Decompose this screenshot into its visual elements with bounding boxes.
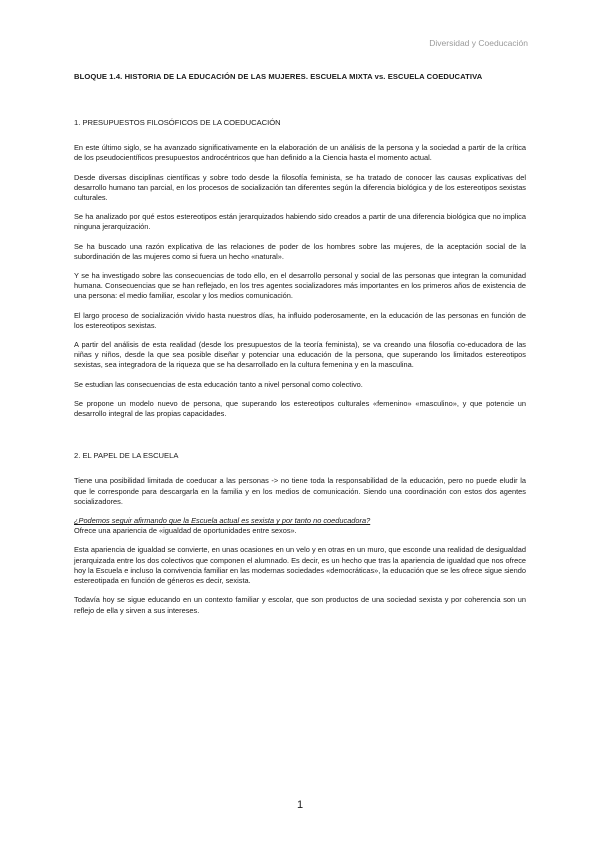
answer-text: Ofrece una apariencia de «igualdad de oportunidades entre sexos». xyxy=(74,526,297,536)
paragraph: Esta apariencia de igualdad se convierte, en unas ocasiones en un velo y en otras en un muro, que esconde una realidad de desigualdad jerarquizada entre los dos colectivos que componen el alumnado. Es decir, es un hecho que tras la apariencia de igualdad que nos ofrece hoy la Escuela e incluso la convivencia familiar en las modernas sociedades «democráticas», la educación que se les ofrece sigue siendo estereotipada en función de géneros es decir, sexista. xyxy=(74,545,526,586)
section-heading-1: 1. PRESUPUESTOS FILOSÓFICOS DE LA COEDUCACIÓN xyxy=(74,118,281,127)
question-block xyxy=(74,516,526,536)
document-title: BLOQUE 1.4. HISTORIA DE LA EDUCACIÓN DE LAS MUJERES. ESCUELA MIXTA vs. ESCUELA COEDUCATIVA xyxy=(74,72,483,81)
paragraph: Se ha buscado una razón explicativa de las relaciones de poder de los hombres sobre las mujeres, de la aceptación social de la subordinación de las mujeres como si fuera un hecho «natural». xyxy=(74,241,526,261)
section-heading-2: 2. EL PAPEL DE LA ESCUELA xyxy=(74,451,179,461)
paragraph: Todavía hoy se sigue educando en un contexto familiar y escolar, que son productos de una sociedad sexista y por coherencia son un reflejo de ella y sirven a sus intereses. xyxy=(74,595,526,615)
paragraph: Y se ha investigado sobre las consecuencias de todo ello, en el desarrollo personal y social de las personas que integran la comunidad humana. Consecuencias que se han reflejado, en los tres agentes socializadores más importantes en los primeros años de existencia de una persona: el medio familiar, escolar y los medios comunicación. xyxy=(74,271,526,301)
section-spacer xyxy=(74,428,526,451)
paragraph: Tiene una posibilidad limitada de coeducar a las personas -> no tiene toda la responsabilidad de la educación, pero no puede eludir la que le corresponde para descargarla en la familia y en los medios de comunicación. Siendo una coordinación con estos dos agentes socializadores. xyxy=(74,476,526,506)
document-body xyxy=(74,118,526,625)
running-header: Diversidad y Coeducación xyxy=(429,38,528,48)
paragraph: Se ha analizado por qué estos estereotipos están jerarquizados habiendo sido creados a partir de una diferencia biológica que no implica ninguna jerarquización. xyxy=(74,212,526,232)
question-text: ¿Podemos seguir afirmando que la Escuela actual es sexista y por tanto no coeducadora? xyxy=(74,516,371,526)
paragraph: Desde diversas disciplinas científicas y sobre todo desde la filosofía feminista, se ha tratado de conocer las causas explicativas del desarrollo humano tan parcial, en los procesos de socialización tan diferentes según la diferencia biológica y de los estereotipos sexistas culturales. xyxy=(74,172,526,203)
page-number: 1 xyxy=(296,799,304,811)
paragraph: Se estudian las consecuencias de esta educación tanto a nivel personal como colectivo. xyxy=(74,379,363,389)
paragraph: En este último siglo, se ha avanzado significativamente en la elaboración de un análisis de la persona y la sociedad a partir de la crítica de los pseudocientíficos presupuestos androcéntricos que han definido a la Ciencia hasta el momento actual. xyxy=(74,143,526,163)
paragraph: Se propone un modelo nuevo de persona, que superando los estereotipos culturales «femenino» «masculino», y que potencie un desarrollo integral de las propias capacidades. xyxy=(74,398,526,419)
paragraph: A partir del análisis de esta realidad (desde los presupuestos de la teoría feminista), se va creando una filosofía co-educadora de las niñas y niños, desde la que sea posible diseñar y potenciar una educación de la persona, que superando los limitados estereotipos sexistas, sea integradora de la riqueza que se ha desarrollado en la cultura femenina y en la masculina. xyxy=(74,340,526,370)
paragraph: El largo proceso de socialización vivido hasta nuestros días, ha influido poderosamente, en la educación de las personas en función de los estereotipos sexistas. xyxy=(74,310,526,330)
